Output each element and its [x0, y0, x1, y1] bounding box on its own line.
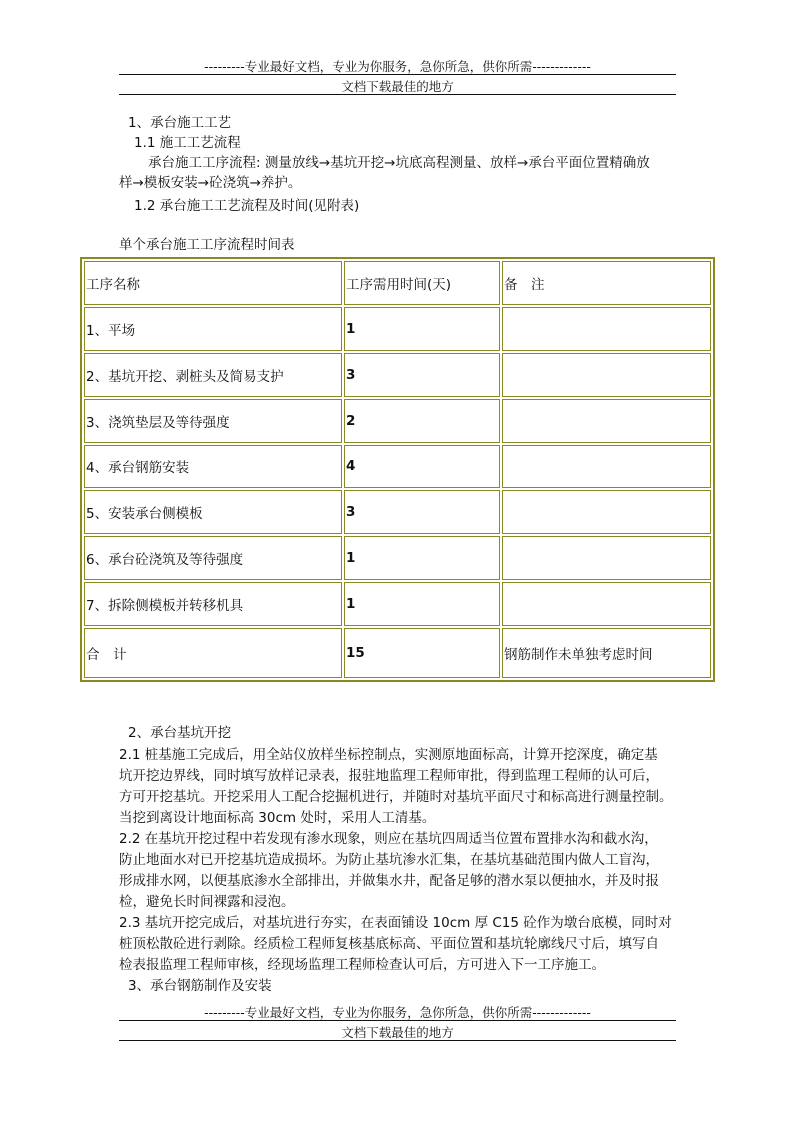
para-2-2-line: 2.2 在基坑开挖过程中若发现有渗水现象，则应在基坑四周适当位置布置排水沟和截水沟，	[119, 831, 658, 847]
footer-rule-top	[119, 1020, 676, 1021]
footer-rule-bottom	[119, 1040, 676, 1041]
section1-flow-line1: 承台施工工序流程: 测量放线→基坑开挖→坑底高程测量、放样→承台平面位置精确放	[148, 155, 650, 171]
table-row	[84, 445, 711, 489]
table-cell-note	[502, 399, 711, 443]
para-2-3-line: 2.3 基坑开挖完成后，对基坑进行夯实，在表面铺设 10cm 厚 C15 砼作为墩台底模，同时对	[119, 915, 672, 931]
para-2-2-line: 检，避免长时间裸露和浸泡。	[119, 894, 295, 910]
table-row	[84, 353, 711, 397]
table-row	[84, 536, 711, 580]
footer-subtitle: 文档下载最佳的地方	[341, 1025, 454, 1040]
section1-flow-line2: 样→模板安装→砼浇筑→养护。	[119, 175, 302, 191]
process-time-table	[80, 257, 715, 682]
table-row	[84, 399, 711, 443]
section1-sub2-title: 1.2 承台施工工艺流程及时间(见附表)	[134, 198, 360, 214]
para-2-3-line: 桩顶松散砼进行剥除。经质检工程师复核基底标高、平面位置和基坑轮廓线尺寸后，填写自	[119, 936, 659, 952]
table-cell-days: 1	[344, 536, 500, 580]
table-cell-days: 3	[344, 490, 500, 534]
table-cell-days: 1	[344, 307, 500, 351]
table-cell-days: 4	[344, 445, 500, 489]
para-2-1-line: 坑开挖边界线，同时填写放样记录表，报驻地监理工程师审批，得到监理工程师的认可后，	[119, 768, 659, 784]
table-cell-total-days: 15	[344, 628, 500, 678]
table-header-row	[84, 261, 711, 305]
table-cell-step: 5、安装承台侧模板	[84, 490, 342, 534]
table-caption: 单个承台施工工序流程时间表	[119, 237, 295, 253]
section3-title: 3、承台钢筋制作及安装	[128, 978, 272, 994]
table-cell-days: 3	[344, 353, 500, 397]
header-tagline: ---------专业最好文档，专业为你服务，急你所急，供你所需-------------	[204, 59, 591, 74]
table-cell-step: 4、承台钢筋安装	[84, 445, 342, 489]
table-cell-note	[502, 490, 711, 534]
table-cell-step: 2、基坑开挖、剥桩头及简易支护	[84, 353, 342, 397]
table-cell-note	[502, 445, 711, 489]
header-subtitle: 文档下载最佳的地方	[341, 79, 454, 94]
table-header-cell: 备 注	[502, 261, 711, 305]
section2-title: 2、承台基坑开挖	[128, 725, 232, 741]
table-cell-step: 7、拆除侧模板并转移机具	[84, 582, 342, 626]
table-row	[84, 490, 711, 534]
table-cell-note	[502, 307, 711, 351]
section1-title: 1、承台施工工艺	[128, 115, 232, 131]
table-header-cell: 工序需用时间(天)	[344, 261, 500, 305]
para-2-1-line: 当挖到离设计地面标高 30cm 处时，采用人工清基。	[119, 810, 436, 826]
table-row	[84, 307, 711, 351]
footer-tagline: ---------专业最好文档，专业为你服务，急你所急，供你所需-------------	[204, 1005, 591, 1020]
para-2-1-line: 2.1 桩基施工完成后，用全站仪放样坐标控制点，实测原地面标高，计算开挖深度，确定基	[119, 747, 658, 763]
header-rule-top	[119, 74, 676, 75]
table-cell-note	[502, 582, 711, 626]
table-total-row	[84, 628, 711, 678]
header-rule-bottom	[119, 94, 676, 95]
para-2-1-line: 方可开挖基坑。开挖采用人工配合挖掘机进行，并随时对基坑平面尺寸和标高进行测量控制。	[119, 789, 673, 805]
table-cell-total-label: 合 计	[84, 628, 342, 678]
table-cell-note	[502, 536, 711, 580]
table-row	[84, 582, 711, 626]
table-cell-days: 2	[344, 399, 500, 443]
para-2-2-line: 防止地面水对已开挖基坑造成损坏。为防止基坑渗水汇集，在基坑基础范围内做人工盲沟，	[119, 852, 659, 868]
section1-sub1-title: 1.1 施工工艺流程	[134, 135, 241, 151]
table-cell-step: 6、承台砼浇筑及等待强度	[84, 536, 342, 580]
table-header-cell: 工序名称	[84, 261, 342, 305]
para-2-2-line: 形成排水网，以便基底渗水全部排出，并做集水井，配备足够的潜水泵以便抽水，并及时报	[119, 873, 659, 889]
table-cell-step: 3、浇筑垫层及等待强度	[84, 399, 342, 443]
table-cell-days: 1	[344, 582, 500, 626]
table-cell-note	[502, 353, 711, 397]
table-cell-step: 1、平场	[84, 307, 342, 351]
table-cell-total-note: 钢筋制作未单独考虑时间	[502, 628, 711, 678]
para-2-3-line: 检表报监理工程师审核，经现场监理工程师检查认可后，方可进入下一工序施工。	[119, 957, 605, 973]
